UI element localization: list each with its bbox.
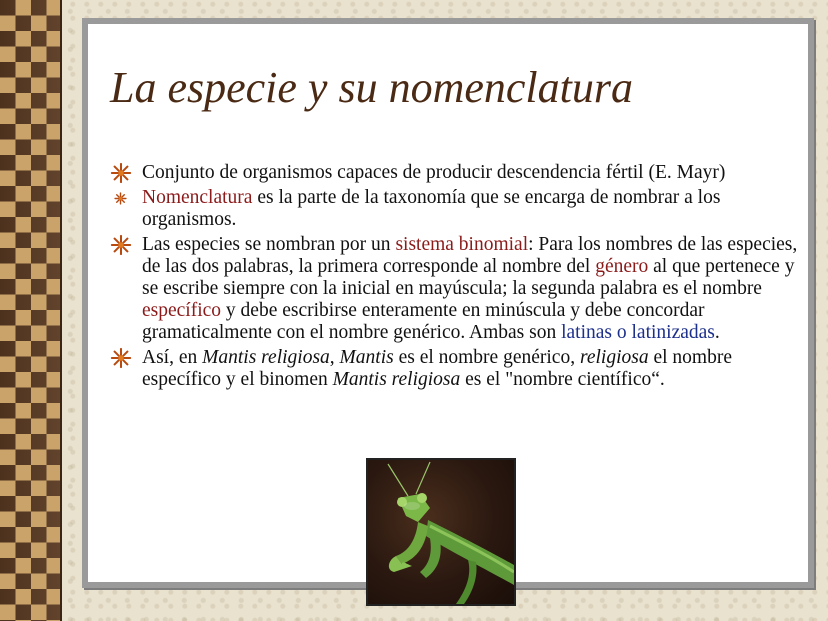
bullet-text: Las especies se nombran por un	[142, 234, 396, 255]
highlight-term: específico	[142, 300, 222, 321]
genus-name: Mantis	[339, 347, 394, 368]
bullet-text: es el "nombre científico“.	[460, 369, 665, 390]
highlight-term: género	[595, 256, 649, 277]
bullet-item-4	[108, 347, 798, 391]
slide-panel	[82, 18, 814, 588]
starburst-icon	[110, 162, 132, 184]
slide-title: La especie y su nomenclatura	[110, 63, 633, 112]
bullet-item-1	[108, 162, 798, 184]
bullet-text: Así, en	[142, 347, 203, 368]
bullet-text: ,	[329, 347, 340, 368]
epithet-name: religiosa	[579, 347, 649, 368]
species-name: Mantis religiosa	[202, 347, 330, 368]
bullet-text: .	[714, 322, 720, 343]
bullet-text: y debe escribirse enteramente en minúscula y debe concordar gramaticalmente con el nombre genérico. Ambas son	[142, 300, 705, 343]
bullet-text: es la parte de la taxonomía que se encarga de nombrar a los organismos.	[142, 187, 721, 230]
decorative-border-strip	[0, 0, 62, 621]
species-name: Mantis religiosa	[332, 369, 461, 390]
bullet-list	[108, 162, 798, 394]
bullet-text: Conjunto de organismos capaces de producir descendencia fértil (E. Mayr)	[142, 162, 726, 183]
mantis-illustration	[368, 460, 514, 604]
starburst-icon	[110, 347, 132, 369]
bullet-text: : Para los nombres de las especies, de las dos palabras, la primera corresponde al nombre del	[142, 234, 798, 277]
bullet-text: el nombre específico y el binomen	[142, 347, 732, 390]
starburst-icon	[110, 234, 132, 256]
bullet-item-3	[108, 234, 798, 344]
highlight-term: Nomenclatura	[142, 187, 253, 208]
bullet-text: es el nombre genérico,	[393, 347, 580, 368]
mantis-photo	[366, 458, 516, 606]
starburst-icon	[114, 192, 127, 205]
highlight-term: latinas o latinizadas	[561, 322, 715, 343]
highlight-term: sistema binomial	[395, 234, 529, 255]
bullet-item-2	[108, 187, 798, 231]
bullet-text: al que pertenece y se escribe siempre con la inicial en mayúscula; la segunda palabra es el nombre	[142, 256, 795, 299]
